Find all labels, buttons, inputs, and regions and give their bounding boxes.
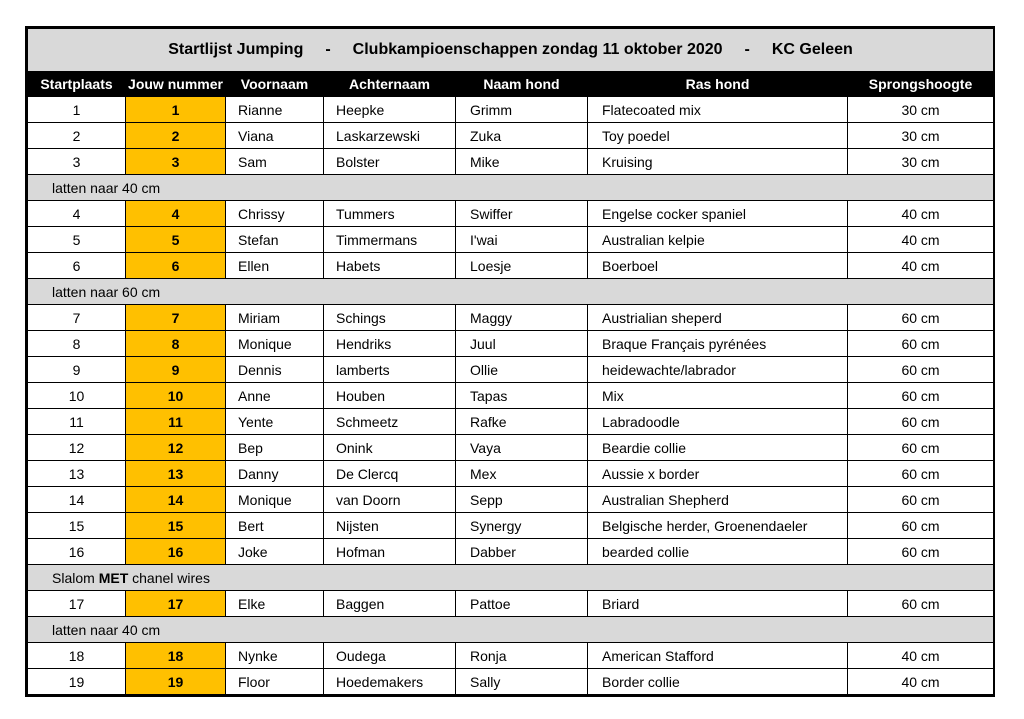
cell-voornaam: Bert <box>226 513 324 539</box>
cell-naam-hond: Grimm <box>456 97 588 123</box>
cell-achternaam: Hofman <box>324 539 456 565</box>
cell-naam-hond: Mike <box>456 149 588 175</box>
cell-sprongshoogte: 60 cm <box>848 487 994 513</box>
cell-achternaam: Onink <box>324 435 456 461</box>
cell-achternaam: De Clercq <box>324 461 456 487</box>
cell-achternaam: Hoedemakers <box>324 669 456 695</box>
cell-naam-hond: Ollie <box>456 357 588 383</box>
table-row <box>28 383 994 409</box>
cell-jouw-nummer: 5 <box>126 227 226 253</box>
table-row <box>28 149 994 175</box>
cell-achternaam: Houben <box>324 383 456 409</box>
table-row <box>28 253 994 279</box>
cell-naam-hond: I'wai <box>456 227 588 253</box>
title-row <box>28 29 994 72</box>
cell-voornaam: Yente <box>226 409 324 435</box>
cell-voornaam: Monique <box>226 487 324 513</box>
header-row <box>28 72 994 97</box>
table-row <box>28 435 994 461</box>
cell-voornaam: Dennis <box>226 357 324 383</box>
cell-startplaats: 9 <box>28 357 126 383</box>
cell-startplaats: 10 <box>28 383 126 409</box>
cell-jouw-nummer: 12 <box>126 435 226 461</box>
cell-voornaam: Viana <box>226 123 324 149</box>
cell-startplaats: 16 <box>28 539 126 565</box>
table-row <box>28 513 994 539</box>
cell-naam-hond: Tapas <box>456 383 588 409</box>
table-row <box>28 123 994 149</box>
cell-jouw-nummer: 16 <box>126 539 226 565</box>
cell-achternaam: Oudega <box>324 643 456 669</box>
cell-sprongshoogte: 60 cm <box>848 409 994 435</box>
cell-sprongshoogte: 60 cm <box>848 383 994 409</box>
cell-ras-hond: bearded collie <box>588 539 848 565</box>
cell-startplaats: 13 <box>28 461 126 487</box>
cell-voornaam: Floor <box>226 669 324 695</box>
cell-startplaats: 7 <box>28 305 126 331</box>
cell-naam-hond: Ronja <box>456 643 588 669</box>
cell-sprongshoogte: 60 cm <box>848 539 994 565</box>
cell-voornaam: Ellen <box>226 253 324 279</box>
table-row <box>28 669 994 695</box>
cell-jouw-nummer: 9 <box>126 357 226 383</box>
cell-startplaats: 5 <box>28 227 126 253</box>
cell-sprongshoogte: 60 cm <box>848 435 994 461</box>
cell-achternaam: Hendriks <box>324 331 456 357</box>
cell-jouw-nummer: 15 <box>126 513 226 539</box>
cell-jouw-nummer: 11 <box>126 409 226 435</box>
cell-ras-hond: Australian Shepherd <box>588 487 848 513</box>
cell-sprongshoogte: 40 cm <box>848 669 994 695</box>
cell-achternaam: Nijsten <box>324 513 456 539</box>
cell-ras-hond: Labradoodle <box>588 409 848 435</box>
cell-sprongshoogte: 60 cm <box>848 305 994 331</box>
title-event: Startlijst Jumping <box>168 41 304 58</box>
section-label <box>28 175 994 201</box>
cell-ras-hond: Aussie x border <box>588 461 848 487</box>
cell-startplaats: 4 <box>28 201 126 227</box>
cell-sprongshoogte: 40 cm <box>848 643 994 669</box>
cell-naam-hond: Mex <box>456 461 588 487</box>
table-row <box>28 539 994 565</box>
cell-naam-hond: Sepp <box>456 487 588 513</box>
cell-ras-hond: Australian kelpie <box>588 227 848 253</box>
section-label <box>28 279 994 305</box>
section-emphasis: MET <box>98 569 129 586</box>
cell-voornaam: Danny <box>226 461 324 487</box>
cell-jouw-nummer: 17 <box>126 591 226 617</box>
header-jouw-nummer: Jouw nummer <box>126 72 226 97</box>
section-row <box>28 617 994 643</box>
cell-jouw-nummer: 2 <box>126 123 226 149</box>
cell-ras-hond: Belgische herder, Groenendaeler <box>588 513 848 539</box>
cell-sprongshoogte: 40 cm <box>848 253 994 279</box>
cell-sprongshoogte: 40 cm <box>848 201 994 227</box>
cell-ras-hond: Briard <box>588 591 848 617</box>
cell-jouw-nummer: 10 <box>126 383 226 409</box>
cell-jouw-nummer: 4 <box>126 201 226 227</box>
cell-startplaats: 11 <box>28 409 126 435</box>
cell-achternaam: Schmeetz <box>324 409 456 435</box>
cell-voornaam: Anne <box>226 383 324 409</box>
cell-jouw-nummer: 13 <box>126 461 226 487</box>
cell-startplaats: 14 <box>28 487 126 513</box>
cell-ras-hond: Beardie collie <box>588 435 848 461</box>
cell-naam-hond: Maggy <box>456 305 588 331</box>
cell-sprongshoogte: 60 cm <box>848 513 994 539</box>
table-body <box>28 97 994 695</box>
table-row <box>28 591 994 617</box>
cell-achternaam: Timmermans <box>324 227 456 253</box>
cell-startplaats: 12 <box>28 435 126 461</box>
title-competition: Clubkampioenschappen zondag 11 oktober 2020 <box>352 41 723 58</box>
cell-voornaam: Elke <box>226 591 324 617</box>
section-text: latten naar 40 cm <box>52 179 161 196</box>
cell-startplaats: 8 <box>28 331 126 357</box>
section-label <box>28 617 994 643</box>
cell-ras-hond: Toy poedel <box>588 123 848 149</box>
cell-voornaam: Miriam <box>226 305 324 331</box>
cell-jouw-nummer: 14 <box>126 487 226 513</box>
cell-achternaam: Heepke <box>324 97 456 123</box>
section-row <box>28 279 994 305</box>
cell-sprongshoogte: 60 cm <box>848 331 994 357</box>
cell-startplaats: 3 <box>28 149 126 175</box>
section-label <box>28 565 994 591</box>
cell-naam-hond: Swiffer <box>456 201 588 227</box>
cell-ras-hond: Border collie <box>588 669 848 695</box>
header-sprongshoogte: Sprongshoogte <box>848 72 994 97</box>
cell-naam-hond: Synergy <box>456 513 588 539</box>
header-voornaam: Voornaam <box>226 72 324 97</box>
cell-voornaam: Monique <box>226 331 324 357</box>
startlist-table <box>27 28 994 695</box>
cell-jouw-nummer: 18 <box>126 643 226 669</box>
header-ras-hond: Ras hond <box>588 72 848 97</box>
cell-voornaam: Nynke <box>226 643 324 669</box>
table-row <box>28 331 994 357</box>
cell-jouw-nummer: 8 <box>126 331 226 357</box>
cell-naam-hond: Dabber <box>456 539 588 565</box>
cell-jouw-nummer: 3 <box>126 149 226 175</box>
cell-voornaam: Chrissy <box>226 201 324 227</box>
cell-achternaam: Tummers <box>324 201 456 227</box>
cell-voornaam: Bep <box>226 435 324 461</box>
cell-naam-hond: Vaya <box>456 435 588 461</box>
cell-naam-hond: Juul <box>456 331 588 357</box>
cell-startplaats: 18 <box>28 643 126 669</box>
cell-startplaats: 6 <box>28 253 126 279</box>
cell-jouw-nummer: 7 <box>126 305 226 331</box>
table-row <box>28 357 994 383</box>
cell-ras-hond: Flatecoated mix <box>588 97 848 123</box>
cell-voornaam: Sam <box>226 149 324 175</box>
cell-naam-hond: Sally <box>456 669 588 695</box>
cell-voornaam: Stefan <box>226 227 324 253</box>
table-row <box>28 409 994 435</box>
cell-achternaam: lamberts <box>324 357 456 383</box>
cell-jouw-nummer: 1 <box>126 97 226 123</box>
table-row <box>28 487 994 513</box>
cell-achternaam: Habets <box>324 253 456 279</box>
table-row <box>28 461 994 487</box>
cell-jouw-nummer: 19 <box>126 669 226 695</box>
cell-ras-hond: Austrialian sheperd <box>588 305 848 331</box>
cell-startplaats: 17 <box>28 591 126 617</box>
cell-ras-hond: heidewachte/labrador <box>588 357 848 383</box>
table-row <box>28 97 994 123</box>
table-row <box>28 227 994 253</box>
cell-sprongshoogte: 60 cm <box>848 591 994 617</box>
startlist-sheet <box>25 26 995 697</box>
cell-startplaats: 19 <box>28 669 126 695</box>
title-separator: - <box>325 41 331 58</box>
section-text: chanel wires <box>128 569 210 586</box>
cell-naam-hond: Zuka <box>456 123 588 149</box>
cell-achternaam: Laskarzewski <box>324 123 456 149</box>
table-row <box>28 201 994 227</box>
cell-naam-hond: Loesje <box>456 253 588 279</box>
cell-ras-hond: American Stafford <box>588 643 848 669</box>
cell-ras-hond: Engelse cocker spaniel <box>588 201 848 227</box>
title-club: KC Geleen <box>771 41 853 58</box>
section-row <box>28 175 994 201</box>
cell-sprongshoogte: 60 cm <box>848 461 994 487</box>
cell-jouw-nummer: 6 <box>126 253 226 279</box>
section-row <box>28 565 994 591</box>
cell-startplaats: 15 <box>28 513 126 539</box>
section-text: latten naar 60 cm <box>52 283 161 300</box>
cell-sprongshoogte: 40 cm <box>848 227 994 253</box>
header-achternaam: Achternaam <box>324 72 456 97</box>
cell-ras-hond: Mix <box>588 383 848 409</box>
header-startplaats: Startplaats <box>28 72 126 97</box>
cell-sprongshoogte: 30 cm <box>848 149 994 175</box>
cell-ras-hond: Kruising <box>588 149 848 175</box>
cell-sprongshoogte: 30 cm <box>848 123 994 149</box>
cell-naam-hond: Rafke <box>456 409 588 435</box>
cell-voornaam: Rianne <box>226 97 324 123</box>
cell-achternaam: Bolster <box>324 149 456 175</box>
title-separator: - <box>744 41 750 58</box>
cell-achternaam: van Doorn <box>324 487 456 513</box>
table-row <box>28 305 994 331</box>
cell-startplaats: 2 <box>28 123 126 149</box>
cell-ras-hond: Boerboel <box>588 253 848 279</box>
header-naam-hond: Naam hond <box>456 72 588 97</box>
cell-naam-hond: Pattoe <box>456 591 588 617</box>
cell-sprongshoogte: 30 cm <box>848 97 994 123</box>
section-text: latten naar 40 cm <box>52 621 161 638</box>
cell-startplaats: 1 <box>28 97 126 123</box>
section-text: Slalom <box>52 569 99 586</box>
cell-ras-hond: Braque Français pyrénées <box>588 331 848 357</box>
table-row <box>28 643 994 669</box>
cell-achternaam: Schings <box>324 305 456 331</box>
cell-voornaam: Joke <box>226 539 324 565</box>
page-title <box>28 29 994 72</box>
cell-sprongshoogte: 60 cm <box>848 357 994 383</box>
cell-achternaam: Baggen <box>324 591 456 617</box>
